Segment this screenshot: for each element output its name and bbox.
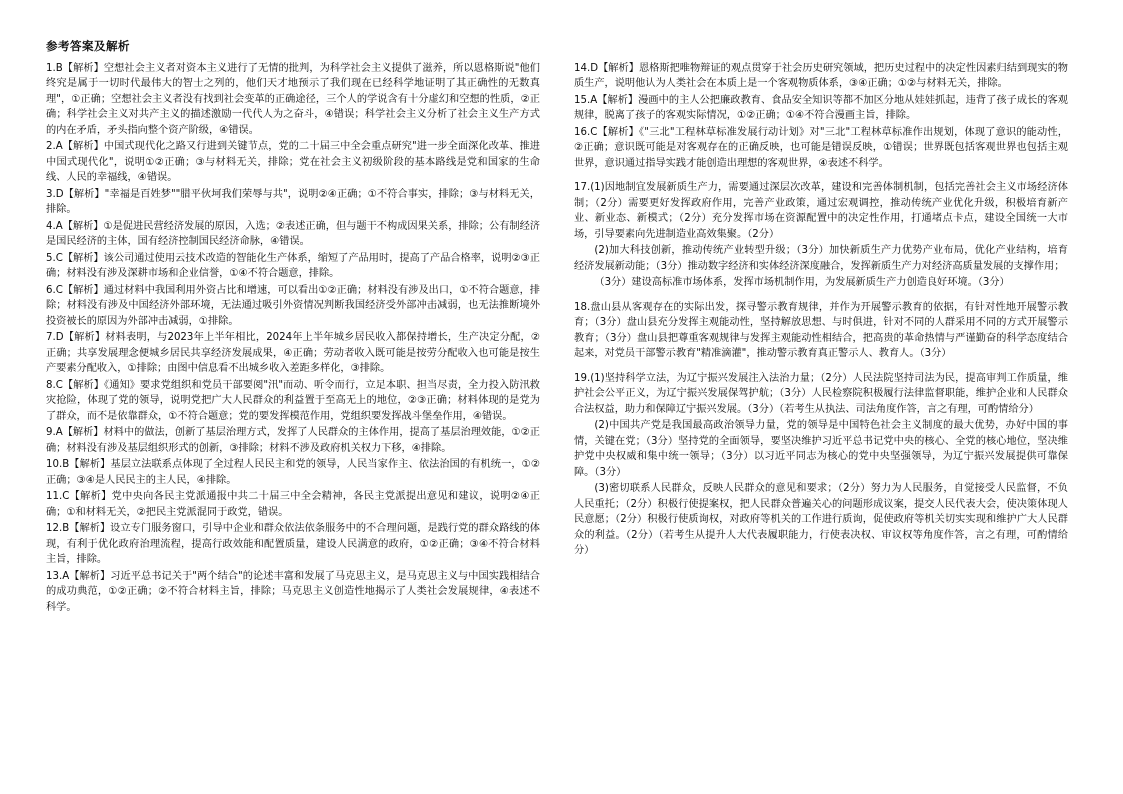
answer-paragraph: (2)加大科技创新，推动传统产业转型升级；（3分）加快新质生产力优势产业布局，优化产业结构，培育经济发展新动能；（3分）推动数字经济和实体经济深度融合，发挥新质生产力对经济高质量发展的支撑作用；: [574, 245, 1068, 272]
answer-paragraph: 7.D【解析】材料表明，与2023年上半年相比，2024年上半年城乡居民收入都保持增长，生产决定分配，②正确；共享发展理念便城乡居民共享经济发展成果，④正确；劳动者收入既可能是按劳分配收入也可能是按生产要素分配收入，①排除；由图中信息看不出城乡收入差距多样化，③排除。: [46, 332, 540, 375]
section-spacer: [574, 363, 1068, 371]
page-title: 参考答案及解析: [46, 39, 130, 53]
answer-paragraph: (2)中国共产党是我国最高政治领导力量，党的领导是中国特色社会主义制度的最大优势，办好中国的事情，关键在党；（3分）坚持党的全面领导，要坚决维护习近平总书记党中央的核心、全党的核心地位，坚决维护党中央权威和集中统一领导；（3分）以习近平同志为核心的党中央坚强领导，为辽宁振兴发展提供可靠保障。（3分）: [574, 420, 1068, 478]
answer-paragraph: 8.C【解析】《通知》要求党组织和党员干部要阅"汛"而动、听令而行，立足本职、担当尽责，全力投入防汛救灾抢险，体现了党的领导，说明党把广大人民群众的利益置于至高无上的地位，②③正确；材料体现的是党为了群众，而不是依靠群众，①不符合题意；党的要发挥模范作用，党组织要发挥战斗堡垒作用，④错误。: [46, 379, 540, 422]
answer-paragraph: （3分）建设高标准市场体系，发挥市场机制作用，为发展新质生产力创造良好环境。（3分）: [594, 277, 1010, 289]
answer-paragraph: 12.B【解析】设立专门服务窗口，引导中企业和群众依法依条服务中的不合理问题，是践行党的群众路线的体现，有利于优化政府治理流程，提高行政效能和配置质量，建设人民满意的政府，①②正确；③④不符合材料主旨，排除。: [46, 523, 540, 566]
answer-paragraph: 4.A【解析】①是促进民营经济发展的原因，入选；②表述正确，但与题干不构成因果关系，排除；公有制经济是国民经济的主体，国有经济控制国民经济命脉，④错误。: [46, 220, 540, 248]
answer-paragraph: 10.B【解析】基层立法联系点体现了全过程人民民主和党的领导，人民当家作主、依法治国的有机统一，①②正确；③④是人民民主的主人民，④排除。: [46, 459, 540, 486]
answer-paragraph: 9.A【解析】材料中的做法，创新了基层治理方式，发挥了人民群众的主体作用，提高了基层治理效能，①②正确；材料没有涉及基层组织形式的创新，③排除；材料不涉及政府机关权力下移，④排除。: [46, 427, 540, 454]
answer-paragraph: 6.C【解析】通过材料中我国利用外资占比和增速，可以看出①②正确；材料没有涉及出口，①不符合题意，排除；材料没有涉及中国经济外部环境，无法通过吸引外资情况判断我国经济受外部冲击减弱，也无法推断境外投资被长的原因为外部冲击减弱，①排除。: [46, 284, 540, 327]
answer-paragraph: 14.D【解析】恩格斯把唯物辩证的观点贯穿于社会历史研究领域，把历史过程中的决定性因素归结到现实的物质生产，说明他认为人类社会在本质上是一个客观物质体系，③④正确；①②与材料无关，排除。: [574, 62, 1068, 90]
answer-paragraph: 11.C【解析】党中央向各民主党派通报中共二十届三中全会精神，各民主党派提出意见和建议，说明②④正确；①和材料无关，②把民主党派混同于政党，错误。: [46, 491, 540, 518]
answer-paragraph: 17.(1)因地制宜发展新质生产力，需要通过深层次改革，建设和完善体制机制，包括完善社会主义市场经济体制；（2分）需要更好发挥政府作用，完善产业政策，通过宏观调控，推动传统产业优化升级，积极培育新产业、新业态、新模式；（2分）充分发挥市场在资源配置中的决定性作用，打通堵点卡点，建设全国统一大市场，引导要素向先进制造业高效集聚。（2分）: [574, 182, 1068, 240]
answer-paragraph: 1.B【解析】空想社会主义者对资本主义进行了无情的批判，为科学社会主义提供了滋养，所以恩格斯说"他们终究是属于一切时代最伟大的智士之列的，他们天才地预示了我们现在已经科学地证明了其正确性的无数真理"，①正确；空想社会主义者没有找到社会变革的正确途径，三个人的学说含有十分虚幻和空想的性质，②正确；科学社会主义对共产主义的描述激励一代代人为之奋斗，④错误；科学社会主义分析了社会主义生产方式的内在矛盾，矛头指向整个资产阶级，④错误。: [46, 62, 540, 136]
answer-paragraph: 15.A【解析】漫画中的主人公把廉政教育、食品安全知识等都不加区分地从娃娃抓起，违背了孩子成长的客观规律，脱离了孩子的客观实际情况，①②正确；①④不符合漫画主旨，排除。: [574, 94, 1068, 122]
right-column: [574, 61, 1068, 560]
answer-paragraph: 19.(1)坚持科学立法，为辽宁振兴发展注入法治力量；（2分）人民法院坚持司法为民，提高审判工作质量，维护社会公平正义，为辽宁振兴发展保驾护航；（3分）人民检察院积极履行法律监督职能，维护企业和人民群众合法权益，助力和保障辽宁振兴发展。（3分）（若考生从执法、司法角度作答，言之有理，可酌情给分）: [574, 372, 1068, 415]
answer-paragraph: 13.A【解析】习近平总书记关于"两个结合"的论述丰富和发展了马克思主义，是马克思主义与中国实践相结合的成功典范，①②正确；②不符合材料主旨，排除；马克思主义创造性地揭示了人类社会发展规律，④表述不科学。: [46, 570, 540, 613]
section-spacer: [574, 292, 1068, 300]
answer-paragraph: 3.D【解析】"幸福是百姓梦""腊平伙坷我们荣辱与共"，说明②④正确；①不符合事实，排除；③与材料无关，排除。: [46, 188, 540, 216]
left-column: [46, 61, 540, 617]
two-column-layout: [46, 61, 1077, 617]
answer-paragraph: 5.C【解析】该公司通过使用云技术改造的智能化生产体系，缩短了产品用时，提高了产品合格率，说明②③正确；材料没有涉及深耕市场和企业信誉，①④不符合题意，排除。: [46, 252, 540, 280]
answer-paragraph: 2.A【解析】中国式现代化之路又行进到关键节点，党的二十届三中全会重点研究"进一步全面深化改革、推进中国式现代化"，说明①②正确；③与材料无关，排除；党在社会主义初级阶段的基本路线是党和国家的生命线、人民的幸福线，④错误。: [46, 141, 540, 184]
answer-paragraph: 16.C【解析】《"三北"工程林草标准发展行动计划》对"三北"工程林草标准作出规划，体现了意识的能动性，②正确；意识既可能是对客观存在的正确反映，也可能是错误反映，①错误；世界既包括客观世界也包括主观世界，意识通过指导实践才能创造出理想的客观世界，④表述不科学。: [574, 126, 1068, 169]
answer-paragraph: 18.盘山县从客观存在的实际出发，探寻警示教育规律，并作为开展警示教育的依据，有针对性地开展警示教育；（3分）盘山县充分发挥主观能动性，坚持解放思想、与时俱进，针对不同的人群采用不同的方式开展警示教育；（3分）盘山县把尊重客观规律与发挥主观能动性相结合，把高贵的革命热情与严谨勤奋的科学态度结合起来，对党员干部警示教育"精准滴灌"，推动警示教育真正警示人、教育人。（3分）: [574, 301, 1068, 360]
answer-paragraph: (3)密切联系人民群众，反映人民群众的意见和要求；（2分）努力为人民服务，自觉接受人民监督，不负人民重托；（2分）积极行使提案权，把人民群众普遍关心的问题形成议案，提交人民代表大会，使决策体现人民意愿；（2分）积极行使质询权，对政府等机关的工作进行质询，促使政府等机关切实实现和维护广大人民群众的利益。（2分）（若考生从提升人大代表履职能力，行使表决权、审议权等角度作答，言之有理，可酌情给分）: [574, 483, 1068, 557]
section-spacer: [574, 172, 1068, 180]
